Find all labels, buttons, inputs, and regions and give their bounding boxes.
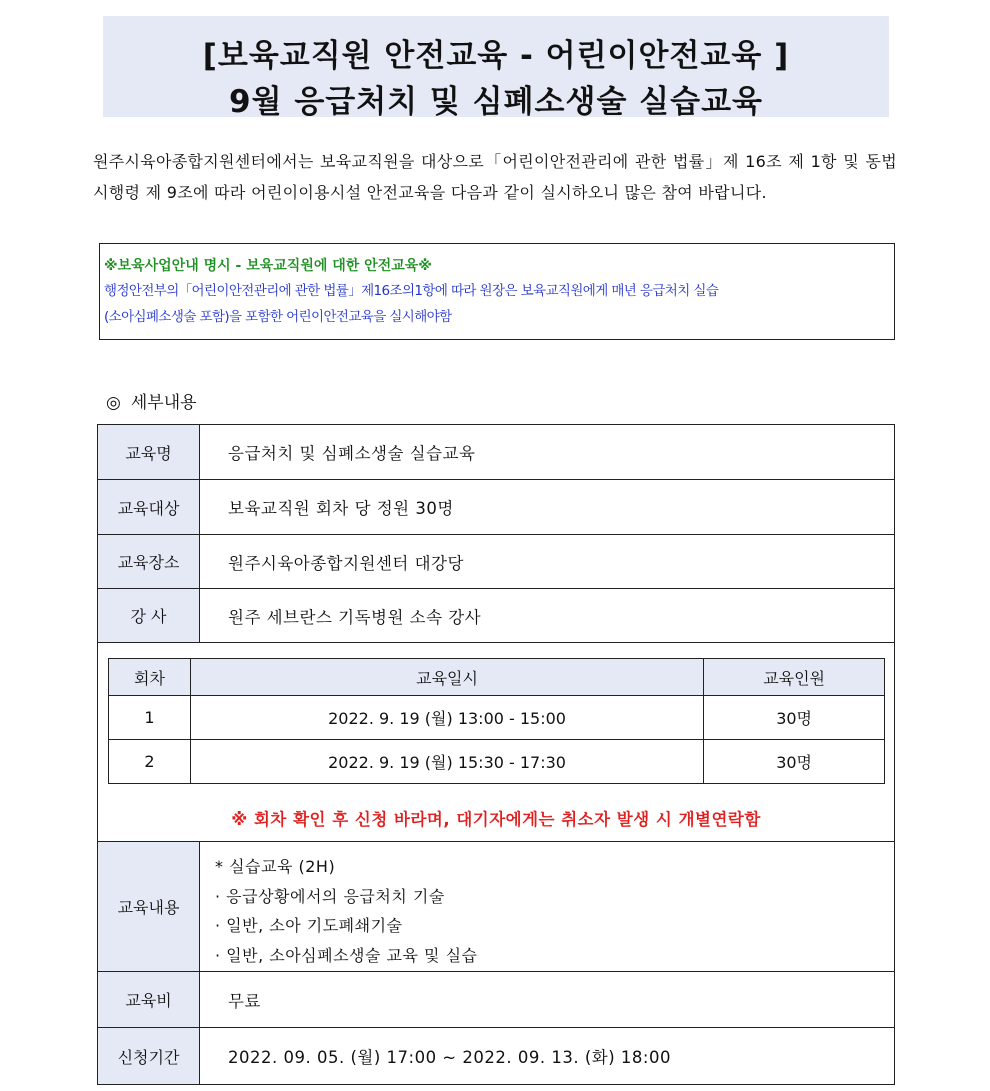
notice-heading: ※보육사업안내 명시 - 보육교직원에 대한 안전교육※ xyxy=(104,258,432,274)
schedule-table xyxy=(108,658,885,784)
value-place: 원주시육아종합지원센터 대강당 xyxy=(228,553,464,573)
list-item: · 일반, 소아심폐소생술 교육 및 실습 xyxy=(215,945,478,965)
value-instructor: 원주 세브란스 기독병원 소속 강사 xyxy=(228,607,482,627)
page-subtitle: 9월 응급처치 및 심폐소생술 실습교육 xyxy=(229,84,763,120)
notice-line-2: (소아심폐소생술 포함)을 포함한 어린이안전교육을 실시해야함 xyxy=(104,309,452,325)
label-fee: 교육비 xyxy=(98,972,200,1027)
double-circle-icon: ◎ xyxy=(106,393,121,413)
notice-line-1: 행정안전부의「어린이안전관리에 관한 법률」제16조의1항에 따라 원장은 보육교직원에게 매년 응급처치 실습 xyxy=(104,283,719,299)
list-item: · 응급상황에서의 응급처치 기술 xyxy=(215,886,445,906)
schedule-capacity: 30명 xyxy=(704,696,885,740)
value-target: 보육교직원 회차 당 정원 30명 xyxy=(228,499,454,518)
label-period: 신청기간 xyxy=(98,1028,200,1084)
page-title: [보육교직원 안전교육 - 어린이안전교육 ] xyxy=(202,38,790,74)
schedule-note: ※ 회차 확인 후 신청 바라며, 대기자에게는 취소자 발생 시 개별연락함 xyxy=(231,810,761,829)
title-banner xyxy=(103,16,889,120)
schedule-header-capacity: 교육인원 xyxy=(704,659,885,696)
schedule-datetime: 2022. 9. 19 (월) 15:30 - 17:30 xyxy=(190,740,703,784)
details-table xyxy=(97,424,895,1085)
row-period xyxy=(98,1028,894,1084)
row-course-name xyxy=(98,425,894,480)
section-heading xyxy=(106,388,207,413)
list-item: · 일반, 소아 기도폐쇄기술 xyxy=(215,916,403,935)
section-title: 세부내용 xyxy=(130,393,197,413)
row-target xyxy=(98,480,894,535)
label-instructor: 강 사 xyxy=(98,589,200,642)
row-content xyxy=(98,842,894,972)
row-fee xyxy=(98,972,894,1028)
notice-box xyxy=(99,243,895,340)
schedule-header-session: 회차 xyxy=(109,659,191,696)
schedule-datetime: 2022. 9. 19 (월) 13:00 - 15:00 xyxy=(190,696,703,740)
schedule-session: 1 xyxy=(109,696,191,740)
row-place xyxy=(98,535,894,589)
value-course-name: 응급처치 및 심폐소생술 실습교육 xyxy=(228,444,476,463)
label-target: 교육대상 xyxy=(98,480,200,534)
schedule-session: 2 xyxy=(109,740,191,784)
schedule-header-row xyxy=(109,659,885,696)
intro-paragraph: 원주시육아종합지원센터에서는 보육교직원을 대상으로「어린이안전관리에 관한 법률」제 16조 제 1항 및 동법 시행령 제 9조에 따라 어린이이용시설 안전교육을 다음과 같이 실시하오니 많은 참여 바랍니다. xyxy=(93,152,897,202)
table-row xyxy=(109,696,885,740)
table-row xyxy=(109,740,885,784)
label-course-name: 교육명 xyxy=(98,425,200,479)
schedule-section xyxy=(98,643,894,842)
content-list xyxy=(200,842,894,971)
schedule-header-datetime: 교육일시 xyxy=(190,659,703,696)
value-period: 2022. 09. 05. (월) 17:00 ~ 2022. 09. 13. (화) 18:00 xyxy=(228,1048,671,1067)
row-instructor xyxy=(98,589,894,643)
label-place: 교육장소 xyxy=(98,535,200,588)
label-content: 교육내용 xyxy=(98,842,200,971)
value-fee: 무료 xyxy=(228,991,261,1011)
list-item: * 실습교육 (2H) xyxy=(215,857,336,876)
schedule-capacity: 30명 xyxy=(704,740,885,784)
